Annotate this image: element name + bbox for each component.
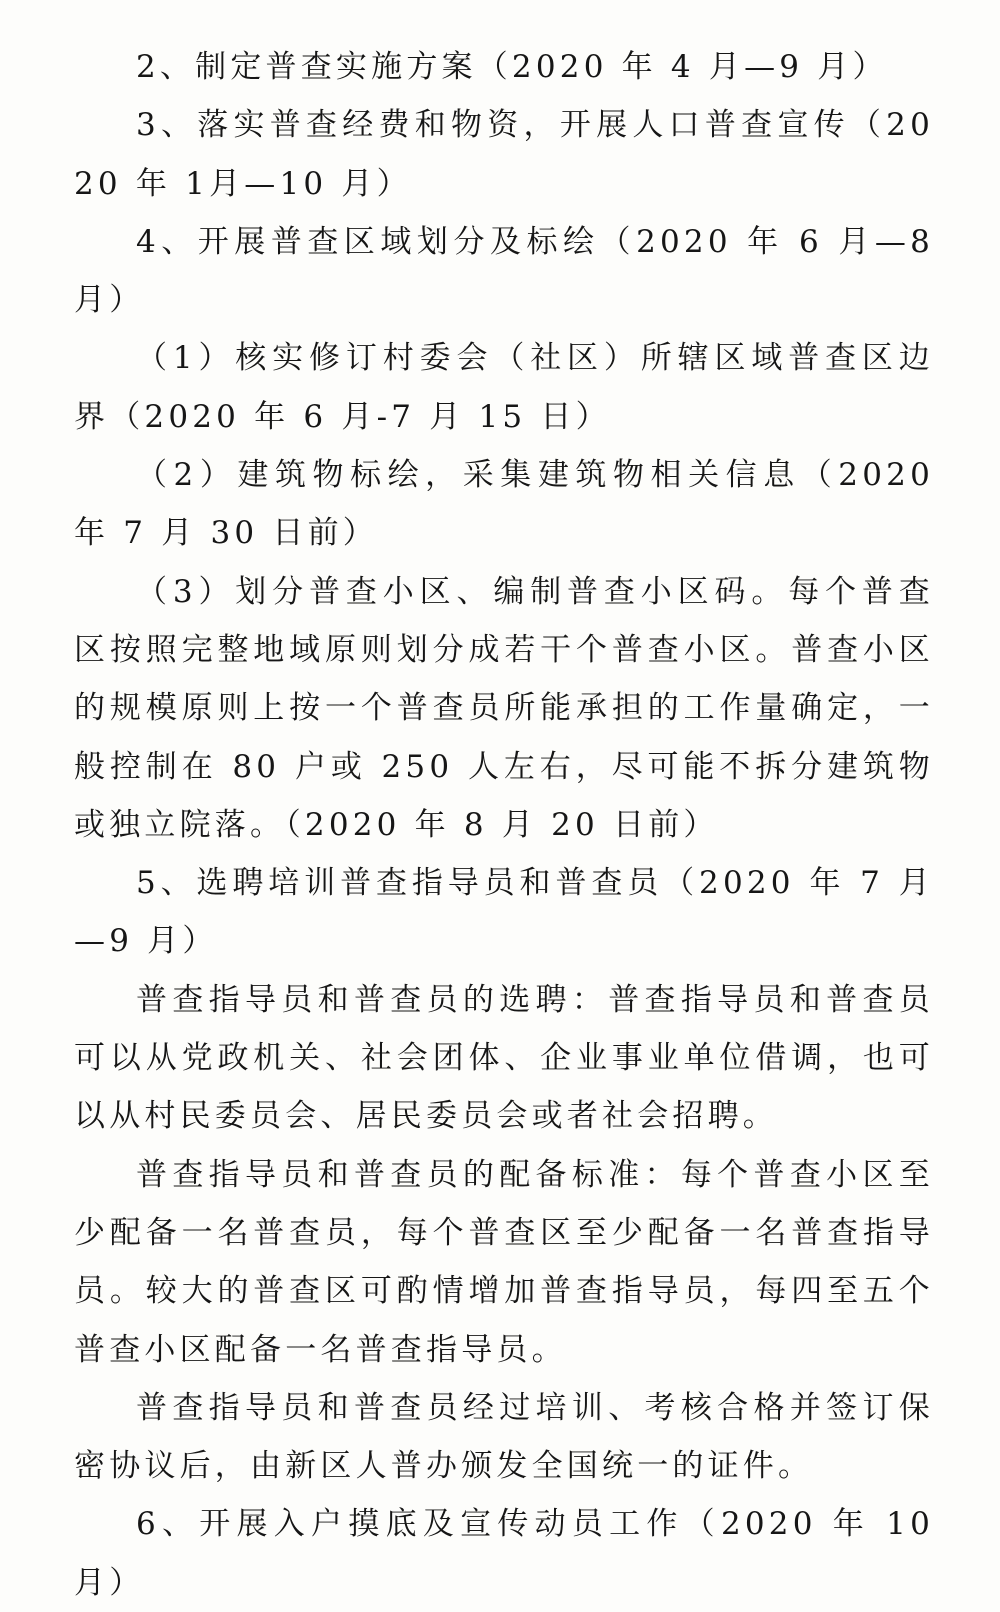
paragraph-funding-publicity: 3、落实普查经费和物资，开展人口普查宣传（2020 年 1月—10 月）	[74, 107, 934, 202]
paragraph-recruitment-sources: 普查指导员和普查员的选聘：普查指导员和普查员可以从党政机关、社会团体、企业事业单位借调，也可以从村民委员会、居民委员会或者社会招聘。	[74, 981, 934, 1135]
paragraph-building-mapping: （2）建筑物标绘，采集建筑物相关信息（2020 年 7 月 30 日前）	[74, 457, 934, 552]
paragraph-household-canvass: 6、开展入户摸底及宣传动员工作（2020 年 10 月）	[74, 1506, 934, 1601]
paragraph-plan: 2、制定普查实施方案（2020 年 4 月—9 月）	[136, 49, 888, 85]
paragraph-recruit-training: 5、选聘培训普查指导员和普查员（2020 年 7 月—9 月）	[74, 865, 934, 960]
paragraph-census-subdistricts: （3）划分普查小区、编制普查小区码。每个普查区按照完整地域原则划分成若干个普查小区。普查小区的规模原则上按一个普查员所能承担的工作量确定，一般控制在 80 户或 250 人左右，尽可能不拆分建筑物或独立院落。（2020 年 8 月 20 日前）	[74, 573, 934, 843]
paragraph-area-division: 4、开展普查区域划分及标绘（2020 年 6 月—8 月）	[74, 223, 934, 319]
paragraph-certification: 普查指导员和普查员经过培训、考核合格并签订保密协议后，由新区人普办颁发全国统一的证件。	[74, 1389, 934, 1485]
paragraph-boundary-verification: （1）核实修订村委会（社区）所辖区域普查区边界（2020 年 6 月-7 月 15 日）	[74, 340, 934, 435]
paragraph-staffing-standard: 普查指导员和普查员的配备标准：每个普查小区至少配备一名普查员，每个普查区至少配备一名普查指导员。较大的普查区可酌情增加普查指导员，每四至五个普查小区配备一名普查指导员。	[74, 1156, 934, 1368]
